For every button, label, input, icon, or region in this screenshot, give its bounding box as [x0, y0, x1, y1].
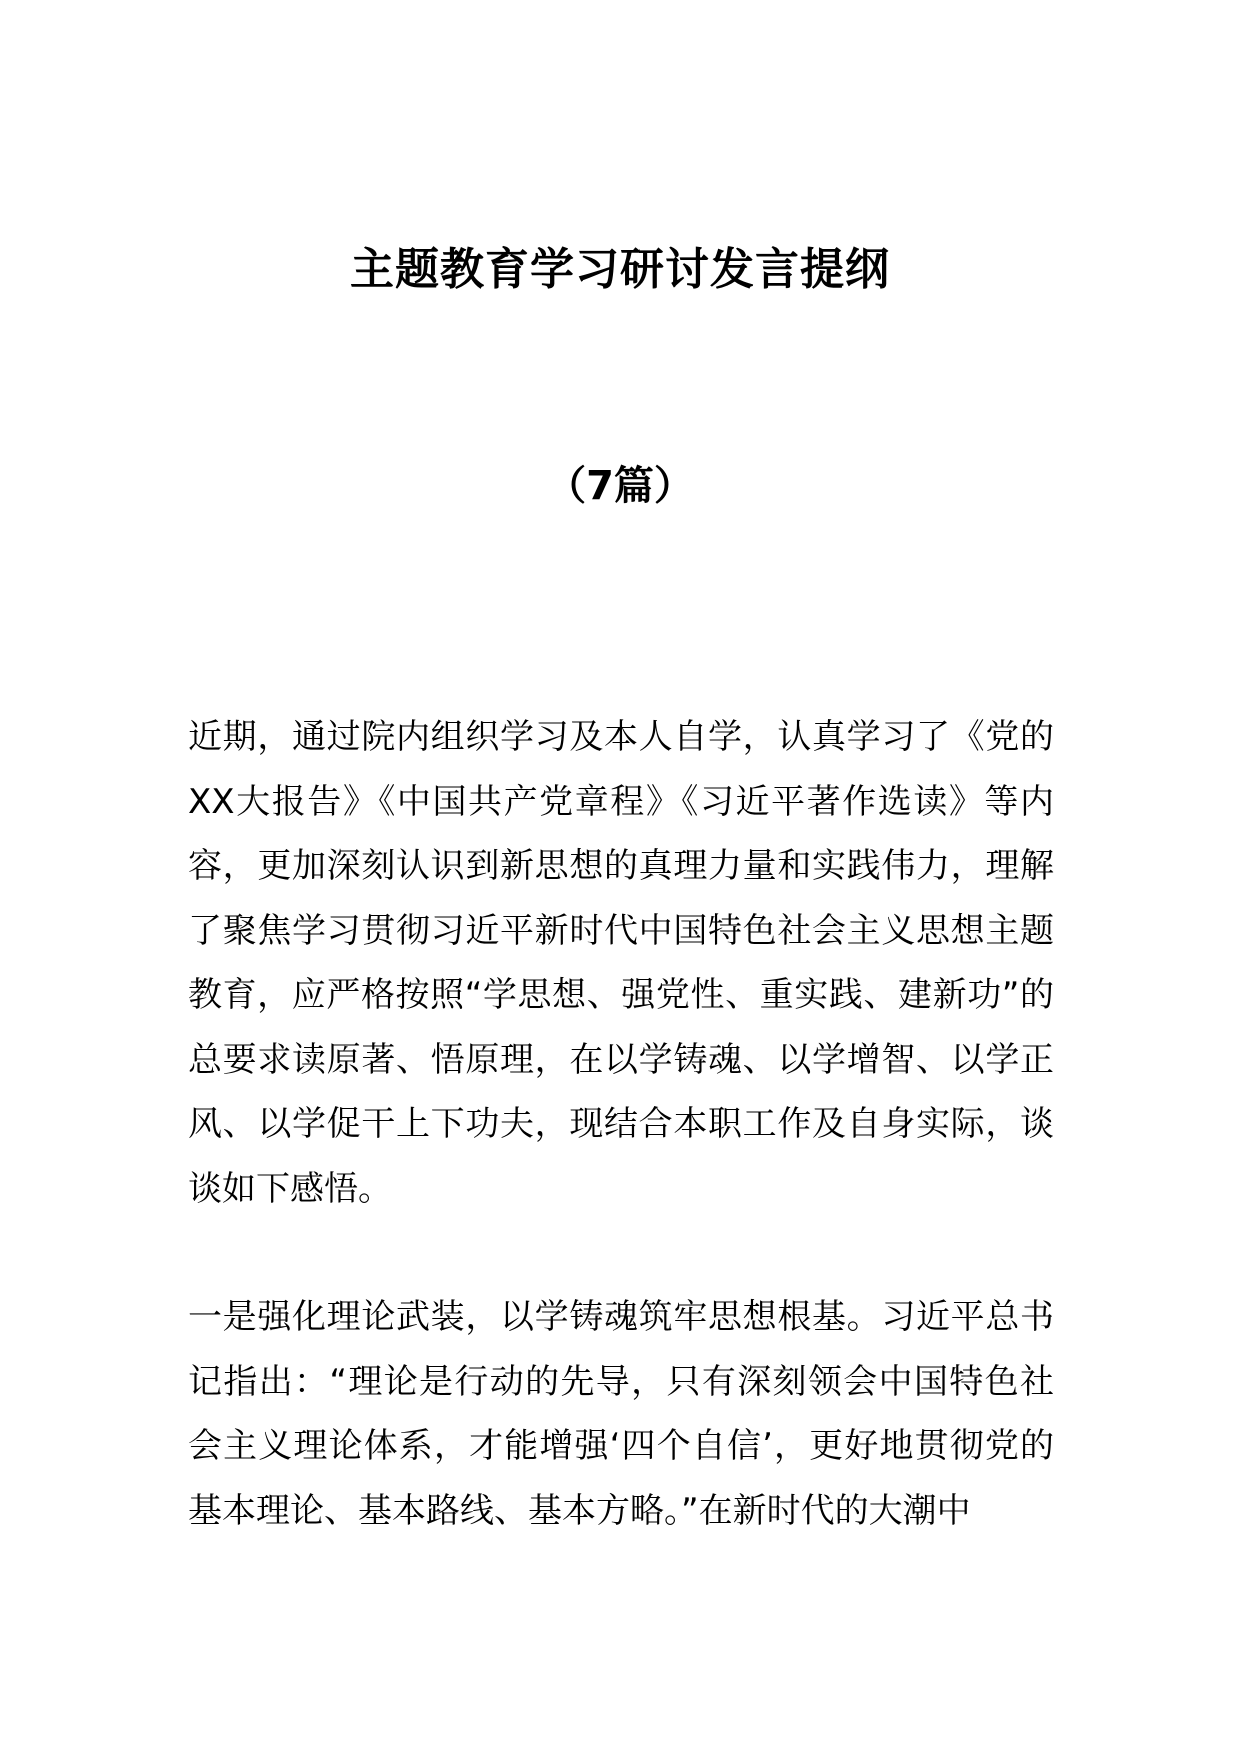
document-title: 主题教育学习研讨发言提纲 — [350, 244, 890, 295]
body-paragraph-1: 近期，通过院内组织学习及本人自学，认真学习了《党的XX大报告》《中国共产党章程》《习近平著作选读》等内容，更加深刻认识到新思想的真理力量和实践伟力，理解了聚焦学习贯彻习近平新时代中国特色社会主义思想主题教育，应严格按照“学思想、强党性、重实践、建新功”的总要求读原著、悟原理，在以学铸魂、以学增智、以学正风、以学促干上下功夫，现结合本职工作及自身实际，谈谈如下感悟。 — [188, 717, 1054, 1209]
document-subtitle: （7篇） — [546, 463, 694, 509]
body-paragraph-2: 一是强化理论武装，以学铸魂筑牢思想根基。习近平总书记指出：“理论是行动的先导，只有深刻领会中国特色社会主义理论体系，才能增强‘四个自信’，更好地贯彻党的基本理论、基本路线、基本方略。”在新时代的大潮中 — [188, 1297, 1054, 1531]
